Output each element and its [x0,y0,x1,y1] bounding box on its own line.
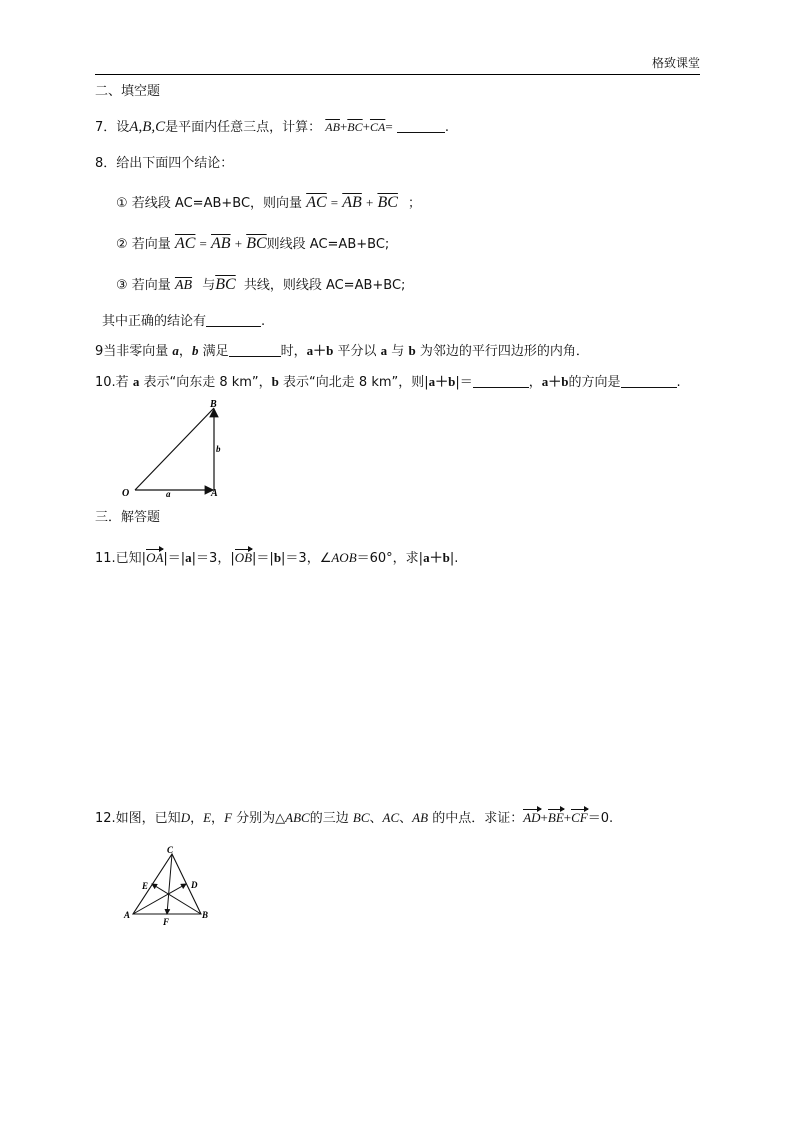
q12-plus-2: + [563,810,572,825]
q9-mid4: 与 [391,344,405,359]
q12-side-ac: AC [382,810,400,825]
q11-vector-b: b [273,550,282,565]
q10-mid4: ， [528,375,542,390]
q11-p3: |＝| [252,551,274,566]
q10-figure-label-o: O [122,488,130,499]
q8-item-3-post: 共线，则线段 AC=AB+BC; [243,278,406,293]
q9-vector-b: b [191,343,199,358]
q8-item-2-vector-ac: $\overline{AC}$ [174,235,196,252]
q9-prefix: 9当非零向量 [95,344,169,359]
q12-point-d: D [180,810,191,825]
q11-sum: a＋b [423,550,450,565]
q12-mid3: 的中点．求证： [432,811,524,826]
q8-item-3-pre: 若向量 [131,278,171,293]
q8-item-2-equals: = [199,236,207,251]
q12-sep-2: ， [211,811,225,826]
q7-plus-1: + [339,119,348,134]
question-11 [95,551,458,565]
q10-mid2: 表示“向北走 8 km”，则| [283,375,429,390]
q10-sum-2: a＋b [541,374,569,389]
q8-item-2-post: 则线段 AC=AB+BC; [266,237,390,252]
q7-vector-bc: $\overline{BC}$ [347,120,363,134]
q12-mid2: 的三边 [309,811,349,826]
q8-item-3-vector-ab: $\overline{AB}$ [174,278,193,293]
q8-conclusion-tail: . [261,314,266,329]
header-divider [95,74,700,75]
q9-mid1: 满足 [202,344,229,359]
q7-vector-ab: $\overline{AB}$ [325,120,340,134]
q12-figure-label-b: B [202,910,209,920]
q12-figure-label-d: D [191,880,198,890]
q11-prefix: 11.已知| [95,551,147,566]
q12-figure-label-a: A [124,910,131,920]
q8-conclusion [102,314,265,328]
q11-vector-ob: OB [234,550,253,565]
q12-figure-label-c: C [167,845,174,855]
q12-figure-label-f: F [163,917,170,927]
q7-tail: . [444,120,449,135]
q11-angle-aob: AOB [331,550,357,565]
q8-item-1-equals: = [330,195,339,210]
q9-sum: a＋b [306,343,334,358]
q10-mid3: |＝ [455,375,473,390]
q8-item-1-vector-ab: $\overline{AB}$ [342,194,362,211]
q8-item-2-vector-ab: $\overline{AB}$ [211,235,231,252]
q12-figure-label-e: E [142,881,149,891]
q8-answer-blank[interactable] [206,314,261,327]
q12-side-ab: AB [412,810,429,825]
q8-conclusion-text: 其中正确的结论有 [102,314,207,329]
section-3-title: 三．解答题 [95,510,161,525]
q8-item-1-vector-ac: $\overline{AC}$ [306,194,327,211]
q12-vector-be: BE [547,810,564,825]
q11-p5: ＝60°，求| [356,551,424,566]
q10-figure-label-a: A [211,488,218,499]
q12-comma-1: 、 [369,811,383,826]
q10-vector-figure [118,396,228,502]
q10-figure-label-vector-b: b [216,444,221,454]
q12-vector-cf: CF [571,810,588,825]
q10-figure-label-vector-a: a [166,489,171,499]
q8-item-1-number: ① [116,196,128,211]
q9-vector-b-2: b [408,343,416,358]
question-10 [95,375,681,389]
q12-sep-1: ， [190,811,204,826]
q7-plus-2: + [362,119,370,134]
q8-item-1-plus: + [365,195,374,210]
q10-prefix: 10.若 [95,375,129,390]
q8-item-3-vector-bc: $\overline{BC}$ [215,276,236,293]
q8-item-3 [116,277,405,293]
q12-median-cf [167,854,172,914]
q11-vector-a: a [185,550,192,565]
q8-item-1-pre: 若线段 AC=AB+BC，则向量 [131,196,303,211]
q12-comma-2: 、 [399,811,413,826]
q11-vector-oa: OA [146,550,164,565]
question-7 [95,120,449,135]
q12-plus-1: + [540,810,548,825]
header-brand: 格致课堂 [652,56,701,70]
question-8-intro: 8．给出下面四个结论： [95,156,234,171]
q7-points: A,B,C [129,119,166,135]
q10-mid1: 表示“向东走 8 km”， [143,375,272,390]
q10-tail: . [676,375,681,390]
q11-p1: |＝| [163,551,186,566]
q7-equals: = [385,119,393,134]
q10-sum: a＋b [428,374,456,389]
q10-vector-b: b [271,374,279,389]
q10-magnitude-blank[interactable] [473,375,529,388]
q12-triangle-figure [122,843,214,929]
q8-item-2-number: ② [116,237,128,252]
q12-mid1: 分别为△ [236,811,286,826]
q10-figure-hypotenuse [135,408,214,490]
q12-tail: ＝0. [587,811,614,826]
q11-p2: |＝3，| [191,551,235,566]
q8-item-1-post: ； [408,196,422,211]
q8-item-1 [116,195,421,211]
q10-mid5: 的方向是 [568,375,621,390]
question-9 [95,344,589,358]
q9-comma: ， [178,344,192,359]
q10-vector-a: a [132,374,140,389]
q12-side-bc: BC [352,810,370,825]
q9-vector-a-2: a [380,343,388,358]
q11-p6: |. [449,551,459,566]
q10-direction-blank[interactable] [621,375,677,388]
q12-point-e: E [203,810,212,825]
q9-tail: 为邻边的平行四边形的内角． [419,344,589,359]
q8-item-2-plus: + [234,236,243,251]
q9-answer-blank[interactable] [229,344,281,357]
q12-point-f: F [224,810,233,825]
q8-item-2 [116,236,389,252]
q8-item-3-number: ③ [116,278,128,293]
q7-vector-ca: $\overline{CA}$ [369,120,386,134]
q7-mid: 是平面内任意三点，计算： [165,120,322,135]
section-2-title: 二、填空题 [95,84,161,99]
q12-prefix: 12.如图，已知 [95,811,181,826]
q12-vector-ad: AD [523,810,541,825]
q12-triangle-abc: ABC [285,810,310,825]
q11-p4: |＝3，∠ [281,551,332,566]
q7-answer-blank[interactable] [397,120,445,133]
q9-mid2: 时， [280,344,307,359]
q8-item-3-mid: 与 [202,278,216,293]
q7-prefix: 7．设 [95,120,130,135]
question-12 [95,811,613,825]
q10-figure-label-b: B [210,399,217,410]
q9-mid3: 平分以 [337,344,377,359]
q8-item-2-pre: 若向量 [131,237,171,252]
q9-vector-a: a [172,343,179,358]
q8-item-2-vector-bc: $\overline{BC}$ [246,235,267,252]
q8-item-1-vector-bc: $\overline{BC}$ [377,194,398,211]
